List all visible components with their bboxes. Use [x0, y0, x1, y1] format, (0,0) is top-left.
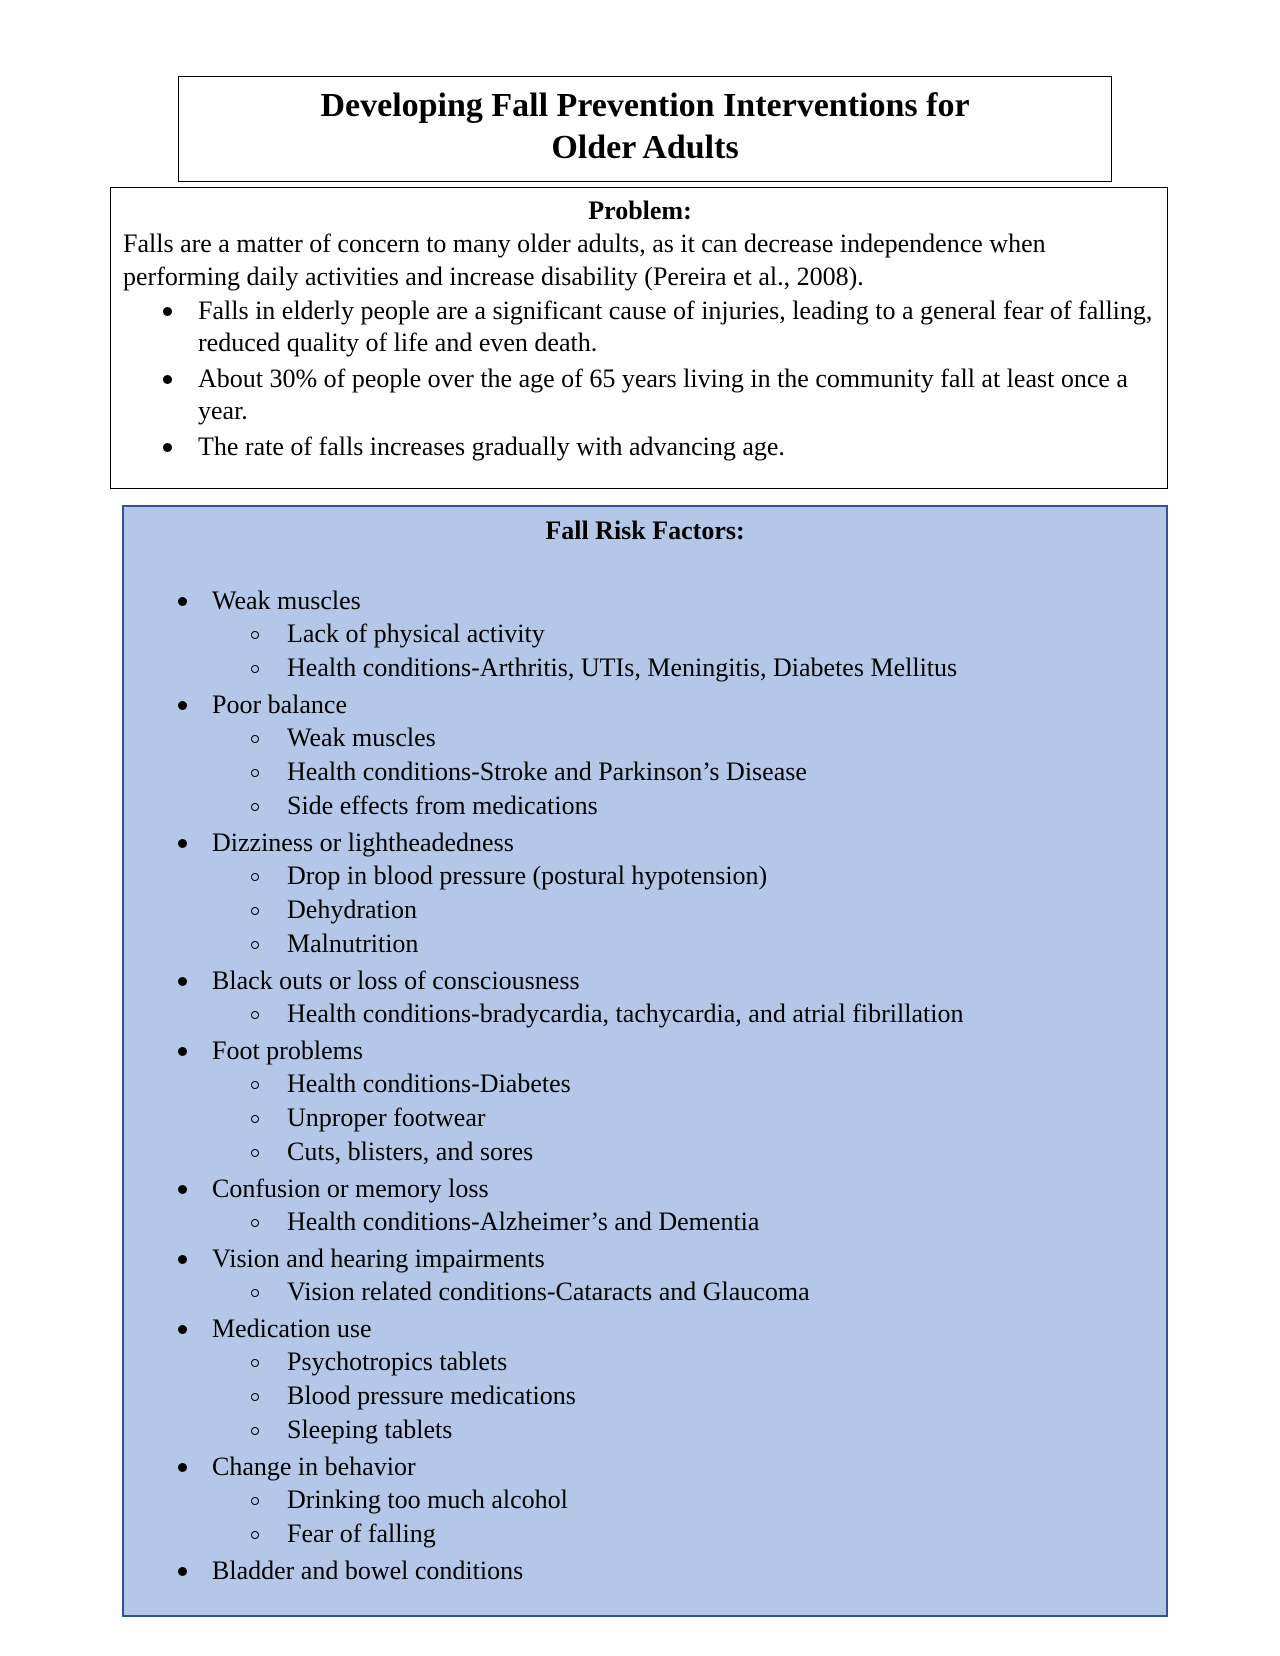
- title-line-2: Older Adults: [551, 129, 739, 166]
- risk-factor-item: [124, 689, 1166, 823]
- circle-bullet-icon: [251, 735, 259, 743]
- risk-factor-label: Bladder and bowel conditions: [212, 1556, 524, 1585]
- risk-factor-sub-text: Health conditions-Alzheimer’s and Dementia: [287, 1207, 760, 1236]
- document-title: [178, 76, 1112, 182]
- risk-factor-item: [124, 965, 1166, 1031]
- bullet-icon: [178, 1463, 187, 1472]
- risk-factor-sub-list: [212, 617, 1166, 685]
- risk-factor-sub-item: [212, 997, 1166, 1031]
- risk-factors-section: [122, 505, 1168, 1617]
- bullet-icon: [178, 1185, 187, 1194]
- bullet-icon: [178, 701, 187, 710]
- bullet-icon: [178, 839, 187, 848]
- risk-factor-sub-text: Cuts, blisters, and sores: [287, 1137, 534, 1166]
- risk-factor-label: Black outs or loss of consciousness: [212, 966, 580, 995]
- risk-factor-label: Change in behavior: [212, 1452, 416, 1481]
- bullet-icon: [163, 307, 172, 316]
- title-line-1: Developing Fall Prevention Interventions for: [320, 87, 970, 124]
- risk-factor-sub-item: [212, 651, 1166, 685]
- risk-factor-label: Dizziness or lightheadedness: [212, 828, 514, 857]
- risk-factor-item: [124, 1243, 1166, 1309]
- bullet-icon: [178, 597, 187, 606]
- risk-factors-list: [124, 585, 1166, 1587]
- problem-bullet-text: The rate of falls increases gradually with advancing age.: [198, 432, 785, 461]
- problem-bullet: [123, 363, 1157, 427]
- circle-bullet-icon: [251, 1149, 259, 1157]
- risk-factor-sub-text: Health conditions-Stroke and Parkinson’s Disease: [287, 757, 807, 786]
- circle-bullet-icon: [251, 1081, 259, 1089]
- problem-bullet-text: About 30% of people over the age of 65 years living in the community fall at least once a year.: [198, 364, 1128, 425]
- risk-factor-sub-text: Blood pressure medications: [287, 1381, 576, 1410]
- risk-factors-heading: Fall Risk Factors:: [545, 516, 745, 545]
- bullet-icon: [163, 443, 172, 452]
- risk-factor-sub-item: [212, 859, 1166, 893]
- problem-intro: Falls are a matter of concern to many older adults, as it can decrease independence when performing daily activities and increase disability (Pereira et al., 2008).: [123, 229, 1046, 291]
- risk-factor-sub-item: [212, 927, 1166, 961]
- circle-bullet-icon: [251, 941, 259, 949]
- risk-factor-label: Vision and hearing impairments: [212, 1244, 545, 1273]
- risk-factor-sub-item: [212, 893, 1166, 927]
- risk-factor-sub-item: [212, 1067, 1166, 1101]
- risk-factor-item: [124, 1035, 1166, 1169]
- circle-bullet-icon: [251, 873, 259, 881]
- risk-factor-sub-item: [212, 789, 1166, 823]
- bullet-icon: [163, 375, 172, 384]
- circle-bullet-icon: [251, 665, 259, 673]
- problem-section: [110, 187, 1168, 489]
- bullet-icon: [178, 1325, 187, 1334]
- risk-factor-label: Poor balance: [212, 690, 348, 719]
- risk-factor-sub-text: Malnutrition: [287, 929, 419, 958]
- circle-bullet-icon: [251, 803, 259, 811]
- risk-factor-sub-list: [212, 1483, 1166, 1551]
- risk-factor-label: Weak muscles: [212, 586, 361, 615]
- risk-factor-sub-list: [212, 1275, 1166, 1309]
- circle-bullet-icon: [251, 769, 259, 777]
- problem-heading: Problem:: [588, 196, 692, 225]
- risk-factor-sub-list: [212, 721, 1166, 823]
- risk-factor-sub-item: [212, 1135, 1166, 1169]
- risk-factor-sub-item: [212, 1101, 1166, 1135]
- risk-factor-sub-text: Sleeping tablets: [287, 1415, 453, 1444]
- risk-factor-sub-text: Drinking too much alcohol: [287, 1485, 568, 1514]
- risk-factor-sub-item: [212, 617, 1166, 651]
- bullet-icon: [178, 977, 187, 986]
- risk-factor-sub-text: Health conditions-Arthritis, UTIs, Meningitis, Diabetes Mellitus: [287, 653, 958, 682]
- circle-bullet-icon: [251, 1011, 259, 1019]
- circle-bullet-icon: [251, 1289, 259, 1297]
- circle-bullet-icon: [251, 1531, 259, 1539]
- circle-bullet-icon: [251, 1359, 259, 1367]
- circle-bullet-icon: [251, 907, 259, 915]
- risk-factor-sub-item: [212, 1483, 1166, 1517]
- risk-factor-sub-item: [212, 1379, 1166, 1413]
- problem-bullet: [123, 431, 1157, 463]
- risk-factor-sub-text: Health conditions-Diabetes: [287, 1069, 571, 1098]
- risk-factor-item: [124, 1173, 1166, 1239]
- problem-bullet-text: Falls in elderly people are a significant cause of injuries, leading to a general fear of falling, reduced quality of life and even death.: [198, 296, 1153, 357]
- bullet-icon: [178, 1567, 187, 1576]
- risk-factor-item: [124, 1451, 1166, 1551]
- risk-factor-label: Confusion or memory loss: [212, 1174, 489, 1203]
- risk-factor-sub-item: [212, 1413, 1166, 1447]
- problem-bullet: [123, 295, 1157, 359]
- risk-factor-item: [124, 1555, 1166, 1587]
- circle-bullet-icon: [251, 1115, 259, 1123]
- risk-factor-sub-list: [212, 1205, 1166, 1239]
- risk-factor-sub-item: [212, 1345, 1166, 1379]
- risk-factor-sub-list: [212, 859, 1166, 961]
- risk-factor-sub-item: [212, 721, 1166, 755]
- risk-factor-sub-item: [212, 1205, 1166, 1239]
- risk-factor-sub-text: Dehydration: [287, 895, 417, 924]
- risk-factor-sub-text: Drop in blood pressure (postural hypotension): [287, 861, 768, 890]
- circle-bullet-icon: [251, 1427, 259, 1435]
- circle-bullet-icon: [251, 1393, 259, 1401]
- circle-bullet-icon: [251, 1497, 259, 1505]
- risk-factor-sub-list: [212, 1345, 1166, 1447]
- risk-factor-item: [124, 1313, 1166, 1447]
- risk-factor-label: Medication use: [212, 1314, 372, 1343]
- risk-factor-sub-text: Lack of physical activity: [287, 619, 545, 648]
- risk-factor-sub-text: Unproper footwear: [287, 1103, 486, 1132]
- circle-bullet-icon: [251, 631, 259, 639]
- bullet-icon: [178, 1047, 187, 1056]
- circle-bullet-icon: [251, 1219, 259, 1227]
- risk-factor-sub-text: Side effects from medications: [287, 791, 598, 820]
- risk-factor-sub-text: Psychotropics tablets: [287, 1347, 508, 1376]
- risk-factor-sub-text: Weak muscles: [287, 723, 436, 752]
- risk-factor-sub-item: [212, 1517, 1166, 1551]
- risk-factor-sub-list: [212, 997, 1166, 1031]
- risk-factor-label: Foot problems: [212, 1036, 363, 1065]
- risk-factor-item: [124, 827, 1166, 961]
- risk-factor-sub-text: Vision related conditions-Cataracts and Glaucoma: [287, 1277, 810, 1306]
- risk-factor-sub-text: Fear of falling: [287, 1519, 436, 1548]
- risk-factor-item: [124, 585, 1166, 685]
- risk-factor-sub-item: [212, 1275, 1166, 1309]
- risk-factor-sub-text: Health conditions-bradycardia, tachycardia, and atrial fibrillation: [287, 999, 964, 1028]
- bullet-icon: [178, 1255, 187, 1264]
- problem-bullet-list: [123, 295, 1157, 463]
- risk-factor-sub-list: [212, 1067, 1166, 1169]
- risk-factor-sub-item: [212, 755, 1166, 789]
